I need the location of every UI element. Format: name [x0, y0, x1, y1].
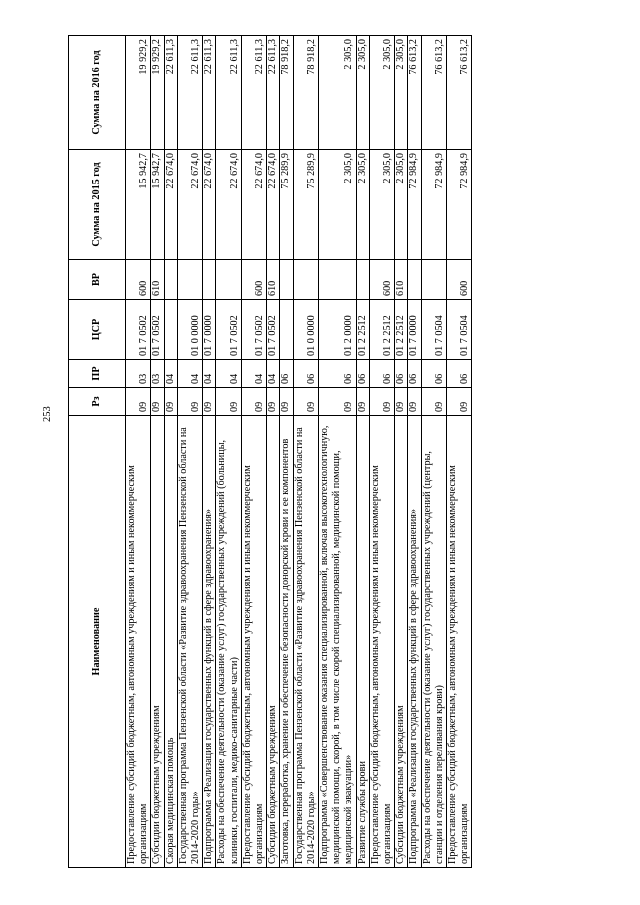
cell-vr [177, 260, 202, 300]
cell-pr: 04 [216, 360, 241, 388]
cell-pr: 06 [369, 360, 394, 388]
cell-vr [356, 260, 369, 300]
cell-rz: 09 [216, 388, 241, 416]
cell-name: Заготовка, переработка, хранение и обеспечение безопасности донорской крови и ее компонентов [280, 416, 293, 868]
table-row [369, 36, 394, 868]
cell-pr: 04 [164, 360, 177, 388]
cell-sum-2015: 22 674,0 [177, 150, 202, 260]
table-header-row [69, 36, 126, 868]
header-sum-2015: Сумма на 2015 год [69, 150, 126, 260]
table-row [241, 36, 266, 868]
cell-rz: 09 [395, 388, 408, 416]
cell-csr: 01 2 2512 [356, 300, 369, 360]
cell-vr: 610 [395, 260, 408, 300]
cell-rz: 09 [369, 388, 394, 416]
cell-name: Развитие службы крови [356, 416, 369, 868]
cell-vr [293, 260, 318, 300]
cell-name: Расходы на обеспечение деятельности (оказание услуг) государственных учреждений (центры, станции и отделения переливания крови) [421, 416, 446, 868]
cell-csr: 01 7 0502 [126, 300, 151, 360]
cell-pr: 06 [356, 360, 369, 388]
cell-name: Субсидии бюджетным учреждениям [151, 416, 164, 868]
cell-pr: 04 [203, 360, 216, 388]
table-row [216, 36, 241, 868]
cell-sum-2015: 72 984,9 [421, 150, 446, 260]
cell-csr: 01 7 0504 [447, 300, 472, 360]
cell-sum-2015: 2 305,0 [395, 150, 408, 260]
cell-rz: 09 [447, 388, 472, 416]
table-row [408, 36, 421, 868]
cell-pr: 03 [151, 360, 164, 388]
cell-rz: 09 [164, 388, 177, 416]
cell-csr: 01 7 0000 [203, 300, 216, 360]
table-row [356, 36, 369, 868]
cell-sum-2016: 19 929,2 [126, 36, 151, 150]
cell-rz: 09 [421, 388, 446, 416]
table-row [447, 36, 472, 868]
table-body [126, 36, 472, 868]
cell-sum-2016: 78 918,2 [293, 36, 318, 150]
cell-sum-2015: 22 674,0 [216, 150, 241, 260]
cell-vr [421, 260, 446, 300]
cell-vr [408, 260, 421, 300]
cell-csr: 01 7 0502 [151, 300, 164, 360]
cell-sum-2015: 2 305,0 [369, 150, 394, 260]
cell-sum-2016: 22 611,3 [164, 36, 177, 150]
cell-pr: 06 [280, 360, 293, 388]
table-row [280, 36, 293, 868]
cell-sum-2016: 19 929,2 [151, 36, 164, 150]
cell-name: Предоставление субсидий бюджетным, автономным учреждениям и иным некоммерческим организациям [447, 416, 472, 868]
table-row [421, 36, 446, 868]
table-row [151, 36, 164, 868]
cell-csr: 01 2 0000 [319, 300, 357, 360]
cell-sum-2015: 15 942,7 [151, 150, 164, 260]
cell-sum-2015: 22 674,0 [267, 150, 280, 260]
cell-sum-2015: 75 289,9 [280, 150, 293, 260]
header-pr: ПР [69, 360, 126, 388]
cell-name: Скорая медицинская помощь [164, 416, 177, 868]
cell-pr: 06 [447, 360, 472, 388]
cell-sum-2015: 22 674,0 [203, 150, 216, 260]
cell-sum-2015: 75 289,9 [293, 150, 318, 260]
cell-csr: 01 0 0000 [177, 300, 202, 360]
cell-vr: 610 [151, 260, 164, 300]
cell-csr: 01 7 0502 [216, 300, 241, 360]
cell-sum-2016: 2 305,0 [369, 36, 394, 150]
cell-rz: 09 [293, 388, 318, 416]
cell-csr: 01 2 2512 [395, 300, 408, 360]
cell-rz: 09 [280, 388, 293, 416]
cell-vr [319, 260, 357, 300]
cell-pr: 04 [241, 360, 266, 388]
cell-name: Расходы на обеспечение деятельности (оказание услуг) государственных учреждений (больницы, клиники, госпитали, медико-санитарные части) [216, 416, 241, 868]
header-csr: ЦСР [69, 300, 126, 360]
cell-vr: 600 [447, 260, 472, 300]
cell-sum-2016: 2 305,0 [319, 36, 357, 150]
table-row [319, 36, 357, 868]
cell-sum-2015: 22 674,0 [164, 150, 177, 260]
cell-sum-2016: 22 611,3 [267, 36, 280, 150]
cell-sum-2016: 22 611,3 [203, 36, 216, 150]
cell-name: Предоставление субсидий бюджетным, автономным учреждениям и иным некоммерческим организациям [126, 416, 151, 868]
cell-vr [203, 260, 216, 300]
cell-rz: 09 [151, 388, 164, 416]
page-number: 253 [42, 406, 53, 422]
cell-rz: 09 [356, 388, 369, 416]
cell-rz: 09 [126, 388, 151, 416]
cell-pr: 04 [177, 360, 202, 388]
cell-rz: 09 [241, 388, 266, 416]
cell-rz: 09 [319, 388, 357, 416]
cell-rz: 09 [267, 388, 280, 416]
cell-sum-2016: 22 611,3 [216, 36, 241, 150]
header-sum-2016: Сумма на 2016 год [69, 36, 126, 150]
cell-vr: 600 [369, 260, 394, 300]
cell-csr [164, 300, 177, 360]
table-row [164, 36, 177, 868]
cell-csr: 01 2 2512 [369, 300, 394, 360]
table-row [293, 36, 318, 868]
cell-name: Предоставление субсидий бюджетным, автономным учреждениям и иным некоммерческим организациям [369, 416, 394, 868]
cell-sum-2016: 76 613,2 [408, 36, 421, 150]
cell-name: Подпрограмма «Реализация государственных функций в сфере здравоохранения» [408, 416, 421, 868]
cell-pr: 04 [267, 360, 280, 388]
table-row [177, 36, 202, 868]
cell-csr [280, 300, 293, 360]
cell-vr [216, 260, 241, 300]
cell-sum-2016: 22 611,3 [241, 36, 266, 150]
cell-sum-2015: 2 305,0 [356, 150, 369, 260]
cell-pr: 06 [293, 360, 318, 388]
table-row [395, 36, 408, 868]
table-row [203, 36, 216, 868]
cell-csr: 01 7 0502 [241, 300, 266, 360]
cell-name: Государственная программа Пензенской области «Развитие здравоохранения Пензенской области на 2014-2020 годы» [293, 416, 318, 868]
cell-vr [280, 260, 293, 300]
cell-name: Подпрограмма «Совершенствование оказания специализированной, включая высокотехнологичную, медицинской помощи, скорой, в том числе скорой специализированной, медицинской помощи, медицинской эвакуации» [319, 416, 357, 868]
cell-sum-2016: 76 613,2 [421, 36, 446, 150]
cell-vr: 600 [241, 260, 266, 300]
cell-name: Предоставление субсидий бюджетным, автономным учреждениям и иным некоммерческим организациям [241, 416, 266, 868]
cell-pr: 06 [408, 360, 421, 388]
cell-sum-2015: 72 984,9 [447, 150, 472, 260]
table-row [267, 36, 280, 868]
cell-sum-2015: 15 942,7 [126, 150, 151, 260]
rotated-table-container [68, 36, 575, 868]
cell-csr: 01 7 0000 [408, 300, 421, 360]
cell-rz: 09 [408, 388, 421, 416]
cell-vr [164, 260, 177, 300]
cell-vr: 600 [126, 260, 151, 300]
cell-sum-2015: 2 305,0 [319, 150, 357, 260]
cell-pr: 06 [395, 360, 408, 388]
cell-sum-2016: 78 918,2 [280, 36, 293, 150]
cell-csr: 01 0 0000 [293, 300, 318, 360]
cell-vr: 610 [267, 260, 280, 300]
cell-sum-2015: 22 674,0 [241, 150, 266, 260]
cell-sum-2016: 2 305,0 [395, 36, 408, 150]
table-row [126, 36, 151, 868]
cell-pr: 06 [319, 360, 357, 388]
cell-rz: 09 [203, 388, 216, 416]
cell-sum-2016: 76 613,2 [447, 36, 472, 150]
cell-pr: 03 [126, 360, 151, 388]
cell-sum-2016: 2 305,0 [356, 36, 369, 150]
cell-pr: 06 [421, 360, 446, 388]
cell-rz: 09 [177, 388, 202, 416]
header-vr: ВР [69, 260, 126, 300]
cell-csr: 01 7 0504 [421, 300, 446, 360]
header-rz: Рз [69, 388, 126, 416]
cell-name: Субсидии бюджетным учреждениям [395, 416, 408, 868]
cell-name: Субсидии бюджетным учреждениям [267, 416, 280, 868]
cell-csr: 01 7 0502 [267, 300, 280, 360]
budget-table [68, 35, 472, 868]
header-name: Наименование [69, 416, 126, 868]
cell-name: Подпрограмма «Реализация государственных функций в сфере здравоохранения» [203, 416, 216, 868]
cell-sum-2016: 22 611,3 [177, 36, 202, 150]
cell-sum-2015: 72 984,9 [408, 150, 421, 260]
cell-name: Государственная программа Пензенской области «Развитие здравоохранения Пензенской области на 2014-2020 годы» [177, 416, 202, 868]
